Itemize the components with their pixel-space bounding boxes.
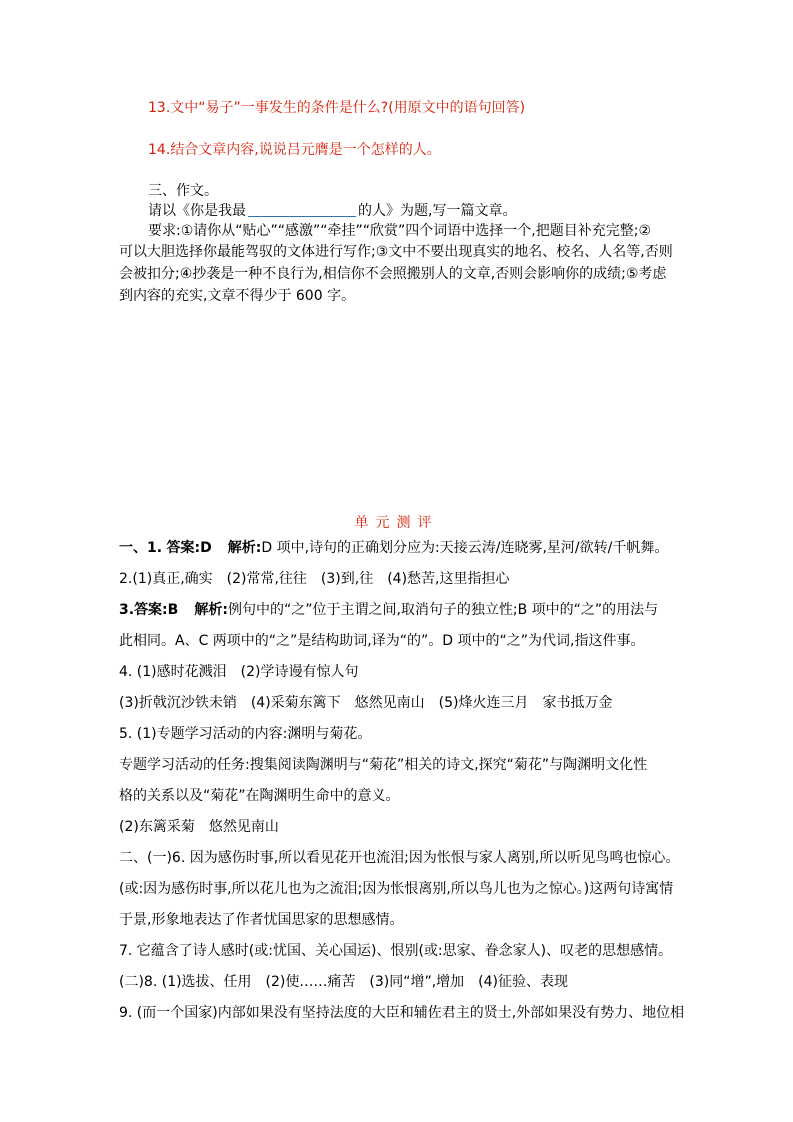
answer-1-prefix: 一、1. [119, 540, 163, 556]
answer-3-line-2: 此相同。A、C 两项中的“之”是结构助词,译为“的”。D 项中的“之”为代词,指这件事。 [119, 633, 645, 649]
answer-5-line-1: 5. (1)专题学习活动的内容:渊明与菊花。 [119, 726, 372, 742]
question-14: 14.结合文章内容,说说吕元膺是一个怎样的人。 [148, 142, 441, 158]
requirement-line-2: 可以大胆选择你最能驾驭的文体进行写作;③文中不要出现真实的地名、校名、人名等,否则 [119, 244, 673, 260]
requirement-line-3: 会被扣分;④抄袭是一种不良行为,相信你不会照搬别人的文章,否则会影响你的成绩;⑤考虑 [119, 266, 667, 282]
requirement-line-4: 到内容的充实,文章不得少于 600 字。 [119, 288, 356, 304]
answer-8: (二)8. (1)选拔、任用 (2)使……痛苦 (3)同“增”,增加 (4)征验、表现 [119, 974, 569, 990]
composition-prompt [148, 201, 516, 221]
requirement-line-1: 要求:①请你从“贴心”“感激”“牵挂”“欣赏”四个词语中选择一个,把题目补充完整;② [148, 223, 652, 239]
answer-6-line-2: (或:因为感伤时事,所以花儿也为之流泪;因为怅恨离别,所以鸟儿也为之惊心。)这两句诗寓情 [119, 881, 674, 897]
prompt-after: 的人》为题,写一篇文章。 [358, 203, 517, 219]
answer-4-line-1: 4. (1)感时花溅泪 (2)学诗谩有惊人句 [119, 664, 359, 680]
answer-1-answer: 答案:D [166, 540, 212, 556]
answer-3-answer: 答案:B [134, 602, 179, 618]
answers-title: 单元测评 [354, 515, 439, 531]
answer-3-prefix: 3. [119, 602, 135, 618]
answer-4-line-2: (3)折戟沉沙铁未销 (4)采菊东篱下 悠然见南山 (5)烽火连三月 家书抵万金 [119, 695, 613, 711]
prompt-before: 请以《你是我最 [148, 203, 246, 219]
answer-5-line-3: 格的关系以及“菊花”在陶渊明生命中的意义。 [119, 788, 400, 804]
composition-heading: 三、作文。 [148, 183, 218, 199]
answer-1 [119, 538, 668, 558]
question-13: 13.文中“易子”一事发生的条件是什么?(用原文中的语句回答) [148, 100, 526, 116]
answer-6-line-1: 二、(一)6. 因为感伤时事,所以看见花开也流泪;因为怅恨与家人离别,所以听见鸟鸣也惊心。 [119, 850, 680, 866]
answer-1-analysis-label: 解析: [227, 540, 262, 556]
answer-6-line-3: 于景,形象地表达了作者忧国思家的思想感情。 [119, 912, 404, 928]
answer-3-analysis-label: 解析: [194, 602, 228, 618]
answer-9: 9. (而一个国家)内部如果没有坚持法度的大臣和辅佐君主的贤士,外部如果没有势力、地位相 [119, 1005, 685, 1021]
title-blank [248, 202, 356, 217]
answer-5-line-2: 专题学习活动的任务:搜集阅读陶渊明与“菊花”相关的诗文,探究“菊花”与陶渊明文化性 [119, 757, 648, 773]
answer-1-analysis: D 项中,诗句的正确划分应为:天接云涛/连晓雾,星河/欲转/千帆舞。 [261, 540, 669, 556]
answer-7: 7. 它蕴含了诗人感时(或:忧国、关心国运)、恨别(或:思家、眷念家人)、叹老的思想感情。 [119, 943, 673, 959]
answer-2: 2.(1)真正,确实 (2)常常,往往 (3)到,往 (4)愁苦,这里指担心 [119, 571, 510, 587]
answer-5-line-4: (2)东篱采菊 悠然见南山 [119, 819, 279, 835]
answer-3-line-1 [119, 600, 658, 620]
answer-3-analysis: 例句中的“之”位于主谓之间,取消句子的独立性;B 项中的“之”的用法与 [227, 602, 659, 618]
